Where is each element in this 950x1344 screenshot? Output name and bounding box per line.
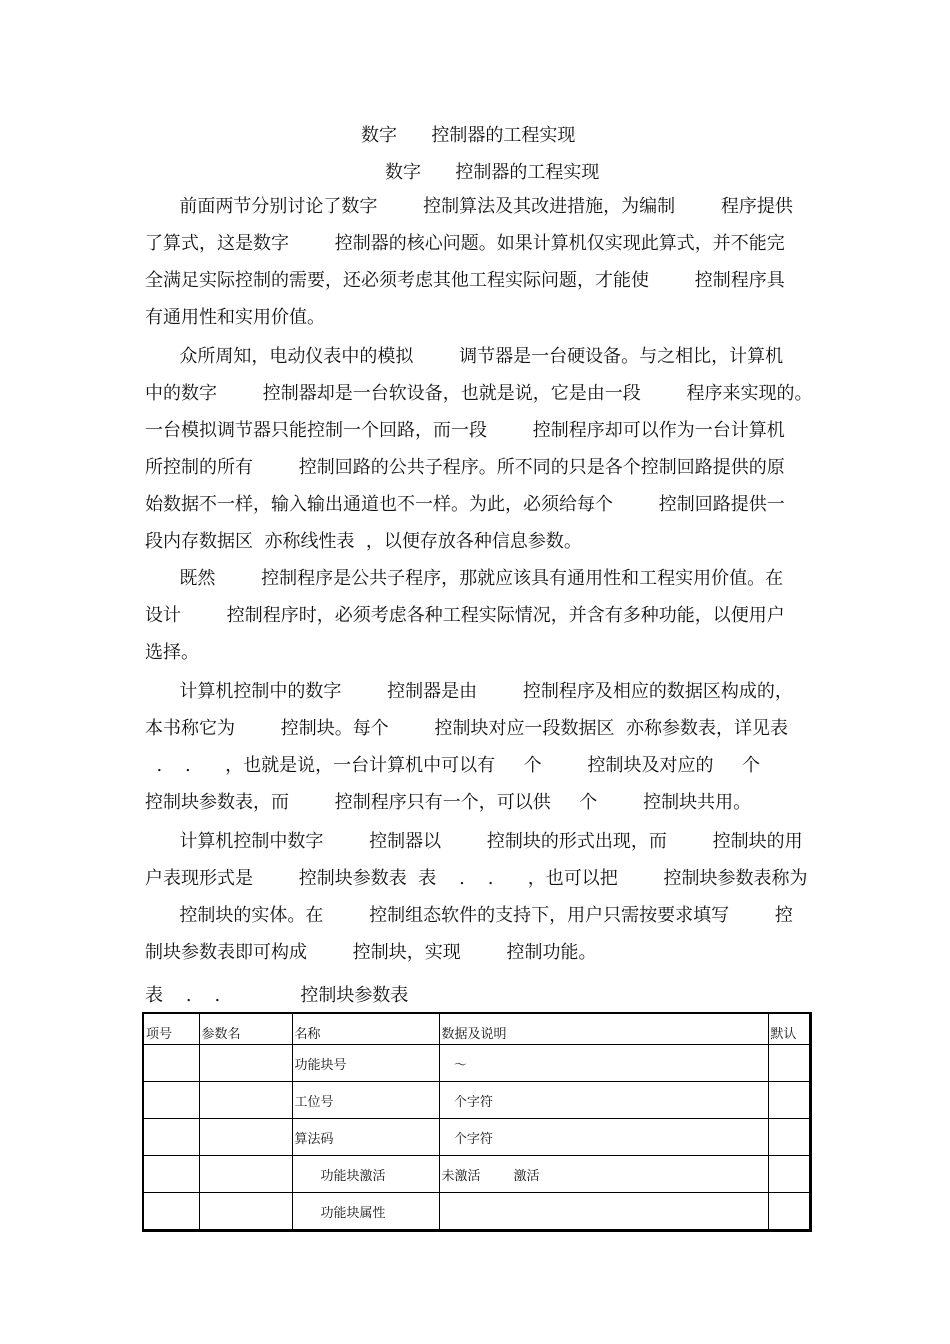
cell-data-desc: 未激活 激活 [439, 1156, 768, 1193]
text-line: 始数据不一样，输入输出通道也不一样。为此，必须给每个 控制回路提供一 [145, 494, 785, 515]
text-line: 全满足实际控制的需要，还必须考虑其他工程实际问题，才能使 控制程序具 [145, 270, 785, 291]
table-row [143, 1156, 810, 1193]
text-line: 户表现形式是 控制块参数表 表 . . ，也可以把 控制块参数表称为 [145, 868, 808, 889]
cell-default [768, 1156, 810, 1193]
cell-default [768, 1045, 810, 1082]
cell-name: 工位号 [292, 1082, 439, 1119]
cell-data-desc [439, 1193, 768, 1231]
header-data-desc: 数据及说明 [439, 1013, 768, 1045]
cell-default [768, 1119, 810, 1156]
heading-secondary: 数字 控制器的工程实现 [385, 162, 600, 183]
cell-param-name [199, 1193, 292, 1231]
cell-item-no [143, 1045, 199, 1082]
cell-item-no [143, 1156, 199, 1193]
table-caption: 表 . . 控制块参数表 [145, 985, 409, 1006]
text-line: 有通用性和实用价值。 [145, 307, 325, 328]
text-line: 中的数字 控制器却是一台软设备，也就是说，它是由一段 程序来实现的。 [145, 383, 813, 404]
cell-data-desc: 个字符 [439, 1082, 768, 1119]
cell-default [768, 1082, 810, 1119]
text-line: 所控制的所有 控制回路的公共子程序。所不同的只是各个控制回路提供的原 [145, 457, 785, 478]
text-line: 一台模拟调节器只能控制一个回路，而一段 控制程序却可以作为一台计算机 [145, 420, 785, 441]
cell-name: 功能块号 [292, 1045, 439, 1082]
cell-item-no [143, 1193, 199, 1231]
text-line: 众所周知，电动仪表中的模拟 调节器是一台硬设备。与之相比，计算机 [145, 346, 784, 367]
text-line: 选择。 [145, 642, 199, 663]
heading-primary: 数字 控制器的工程实现 [361, 125, 576, 146]
cell-name-text: 功能块激活 [320, 1168, 386, 1184]
text-line: 设计 控制程序时，必须考虑各种工程实际情况，并含有多种功能，以便用户 [145, 605, 785, 626]
text-line: 既然 控制程序是公共子程序，那就应该具有通用性和工程实用价值。在 [145, 568, 784, 589]
table-row [143, 1045, 810, 1082]
cell-name-text: 功能块属性 [320, 1205, 386, 1221]
table-row [143, 1119, 810, 1156]
parameter-table [142, 1012, 812, 1232]
header-default: 默认 [768, 1013, 810, 1045]
text-line: 控制块参数表，而 控制程序只有一个，可以供 个 控制块共用。 [145, 792, 752, 813]
cell-default [768, 1193, 810, 1231]
text-line: 段内存数据区 亦称线性表 ，以便存放各种信息参数。 [145, 531, 582, 552]
cell-data-desc: 个字符 [439, 1119, 768, 1156]
text-line: 本书称它为 控制块。每个 控制块对应一段数据区 亦称参数表，详见表 [145, 718, 788, 739]
table-row [143, 1193, 810, 1231]
cell-name [292, 1156, 439, 1193]
text-line: 计算机控制中数字 控制器以 控制块的形式出现，而 控制块的用 [145, 831, 803, 852]
cell-param-name [199, 1156, 292, 1193]
cell-name: 算法码 [292, 1119, 439, 1156]
cell-item-no [143, 1119, 199, 1156]
cell-param-name [199, 1082, 292, 1119]
cell-item-no [143, 1082, 199, 1119]
header-param-name: 参数名 [199, 1013, 292, 1045]
header-name: 名称 [292, 1013, 439, 1045]
text-line: 制块参数表即可构成 控制块，实现 控制功能。 [145, 942, 597, 963]
text-line: 计算机控制中的数字 控制器是由 控制程序及相应的数据区构成的， [145, 681, 793, 702]
cell-data-desc: ～ [439, 1045, 768, 1082]
text-line: 控制块的实体。在 控制组态软件的支持下，用户只需按要求填写 控 [145, 905, 793, 926]
header-item-no: 项号 [143, 1013, 199, 1045]
cell-param-name [199, 1119, 292, 1156]
text-line: 前面两节分别讨论了数字 控制算法及其改进措施，为编制 程序提供 [145, 196, 793, 217]
table-header-row [143, 1013, 810, 1045]
text-line: 了算式，这是数字 控制器的核心问题。如果计算机仅实现此算式，并不能完 [145, 233, 785, 254]
table-row [143, 1082, 810, 1119]
text-line: . . ，也就是说，一台计算机中可以有 个 控制块及对应的 个 [145, 755, 761, 776]
cell-name [292, 1193, 439, 1231]
cell-param-name [199, 1045, 292, 1082]
